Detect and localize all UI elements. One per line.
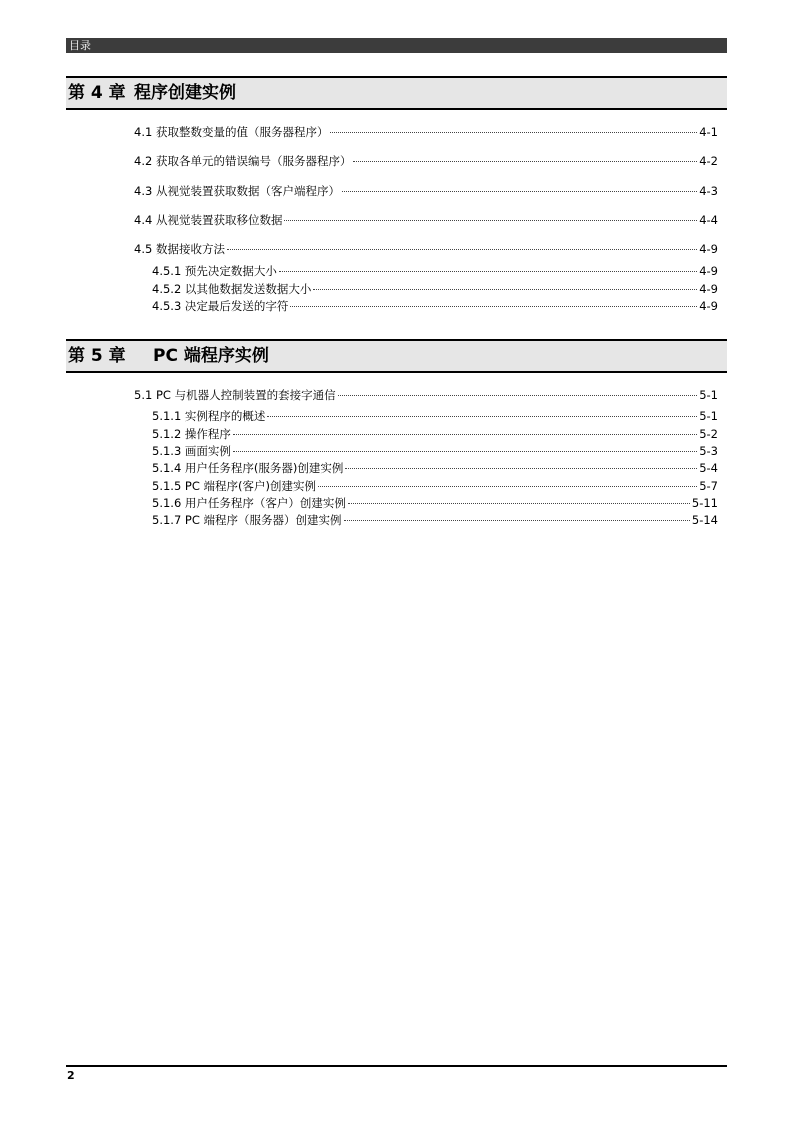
dot-leader	[338, 395, 698, 396]
toc-entry[interactable]	[0, 153, 718, 169]
toc-page: 4-2	[699, 154, 718, 168]
dot-leader	[342, 191, 697, 192]
dot-leader	[344, 520, 690, 521]
toc-entry[interactable]	[0, 426, 718, 442]
toc-label: 4.5.3 决定最后发送的字符	[152, 299, 289, 313]
dot-leader	[284, 220, 697, 221]
dot-leader	[318, 486, 697, 487]
chapter-title: PC 端程序实例	[153, 346, 269, 366]
chapter-number: 第 5 章	[68, 346, 126, 366]
toc-entry[interactable]	[0, 298, 718, 314]
toc-page: 4-9	[699, 299, 718, 313]
toc-entry[interactable]	[0, 512, 718, 528]
dot-leader	[233, 434, 697, 435]
dot-leader	[330, 132, 697, 133]
dot-leader	[313, 289, 697, 290]
chapter-5-heading	[66, 339, 727, 373]
toc-page: 4-9	[699, 282, 718, 296]
toc-page: 5-7	[699, 479, 718, 493]
toc-entry[interactable]	[0, 495, 718, 511]
toc-entry[interactable]	[0, 124, 718, 140]
toc-label: 4.5.2 以其他数据发送数据大小	[152, 282, 312, 296]
dot-leader	[279, 271, 697, 272]
toc-page: 5-11	[691, 496, 718, 510]
toc-page: 5-2	[699, 427, 718, 441]
toc-label: 4.3 从视觉装置获取数据（客户端程序）	[134, 184, 340, 198]
toc-page: 5-1	[699, 409, 718, 423]
dot-leader	[233, 451, 697, 452]
dot-leader	[227, 249, 697, 250]
toc-entry[interactable]	[0, 443, 718, 459]
toc-label: 4.1 获取整数变量的值（服务器程序）	[134, 125, 329, 139]
toc-page: 4-1	[699, 125, 718, 139]
toc-page: 4-9	[699, 242, 718, 256]
toc-page: 4-9	[699, 264, 718, 278]
dot-leader	[267, 416, 697, 417]
toc-entry[interactable]	[0, 241, 718, 257]
toc-entry[interactable]	[0, 478, 718, 494]
toc-label: 5.1.4 用户任务程序(服务器)创建实例	[152, 461, 344, 475]
dot-leader	[345, 468, 697, 469]
chapter-title: 程序创建实例	[134, 83, 236, 103]
chapter-number: 第 4 章	[68, 83, 126, 103]
header-title: 目录	[69, 39, 91, 52]
dot-leader	[290, 306, 697, 307]
toc-page: 5-4	[699, 461, 718, 475]
chapter-4-heading	[66, 76, 727, 110]
toc-entry[interactable]	[0, 408, 718, 424]
toc-label: 5.1.1 实例程序的概述	[152, 409, 266, 423]
toc-entry[interactable]	[0, 387, 718, 403]
toc-page: 5-3	[699, 444, 718, 458]
toc-label: 5.1.7 PC 端程序（服务器）创建实例	[152, 513, 342, 527]
header-bar	[66, 38, 727, 53]
toc-page: 4-4	[699, 213, 718, 227]
toc-entry[interactable]	[0, 460, 718, 476]
toc-page: 4-3	[699, 184, 718, 198]
toc-page: 5-1	[699, 388, 718, 402]
toc-label: 5.1.6 用户任务程序（客户）创建实例	[152, 496, 346, 510]
toc-label: 5.1.2 操作程序	[152, 427, 231, 441]
dot-leader	[348, 503, 690, 504]
toc-label: 4.5 数据接收方法	[134, 242, 225, 256]
toc-label: 5.1 PC 与机器人控制装置的套接字通信	[134, 388, 336, 402]
toc-entry[interactable]	[0, 183, 718, 199]
dot-leader	[353, 161, 697, 162]
toc-entry[interactable]	[0, 212, 718, 228]
toc-label: 5.1.5 PC 端程序(客户)创建实例	[152, 479, 317, 493]
toc-label: 4.4 从视觉装置获取移位数据	[134, 213, 283, 227]
toc-page: 5-14	[691, 513, 718, 527]
toc-entry[interactable]	[0, 281, 718, 297]
toc-label: 4.2 获取各单元的错误编号（服务器程序）	[134, 154, 352, 168]
toc-label: 5.1.3 画面实例	[152, 444, 231, 458]
page-number: 2	[67, 1069, 75, 1082]
toc-entry[interactable]	[0, 263, 718, 279]
toc-label: 4.5.1 预先决定数据大小	[152, 264, 277, 278]
footer-rule	[66, 1065, 727, 1067]
